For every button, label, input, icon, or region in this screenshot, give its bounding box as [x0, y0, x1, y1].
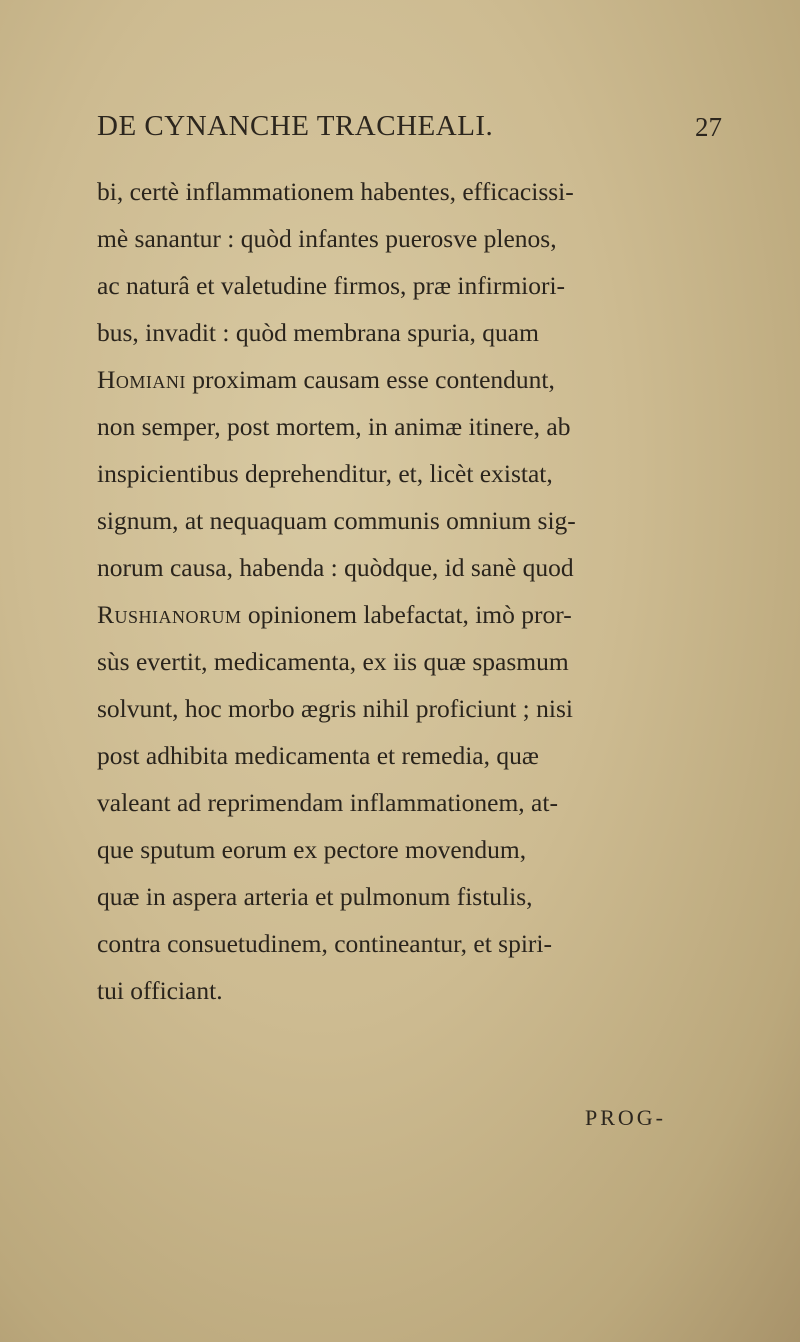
text-line-6: non semper, post mortem, in animæ itinere, ab: [97, 412, 571, 441]
page-number: 27: [695, 112, 722, 142]
catchword: PROG-: [585, 1105, 667, 1130]
text-line-15: que sputum eorum ex pectore movendum,: [97, 835, 527, 864]
text-line-14: valeant ad reprimendam inflammationem, at-: [97, 788, 558, 817]
text-line-18: tui officiant.: [97, 976, 223, 1005]
author-name-homiani: Homiani: [97, 365, 186, 394]
text-line-16: quæ in aspera arteria et pulmonum fistulis,: [97, 882, 533, 911]
text-line-9: norum causa, habenda : quòdque, id sanè quod: [97, 553, 574, 582]
running-head: [97, 110, 722, 150]
text-line-10: [97, 591, 722, 638]
text-line-4: bus, invadit : quòd membrana spuria, quam: [97, 318, 539, 347]
text-line-5: [97, 356, 722, 403]
text-line-10-rest: opinionem labefactat, imò pror-: [247, 600, 572, 629]
author-name-rushianorum: Rushianorum: [97, 600, 242, 629]
text-line-7: inspicientibus deprehenditur, et, licèt existat,: [97, 459, 553, 488]
text-line-8: signum, at nequaquam communis omnium sig-: [97, 506, 576, 535]
text-line-11: sùs evertit, medicamenta, ex iis quæ spasmum: [97, 647, 569, 676]
running-title: DE CYNANCHE TRACHEALI.: [97, 110, 494, 142]
text-line-3: ac naturâ et valetudine firmos, præ infirmiori-: [97, 271, 566, 300]
text-line-12: solvunt, hoc morbo ægris nihil proficiunt ; nisi: [97, 694, 573, 723]
text-line-2: mè sanantur : quòd infantes puerosve plenos,: [97, 224, 557, 253]
text-line-1: bi, certè inflammationem habentes, efficacissi-: [97, 177, 574, 206]
text-line-5-rest: proximam causam esse contendunt,: [192, 365, 555, 394]
body-text: [97, 168, 722, 1014]
text-line-13: post adhibita medicamenta et remedia, quæ: [97, 741, 539, 770]
text-line-17: contra consuetudinem, contineantur, et spiri-: [97, 929, 553, 958]
